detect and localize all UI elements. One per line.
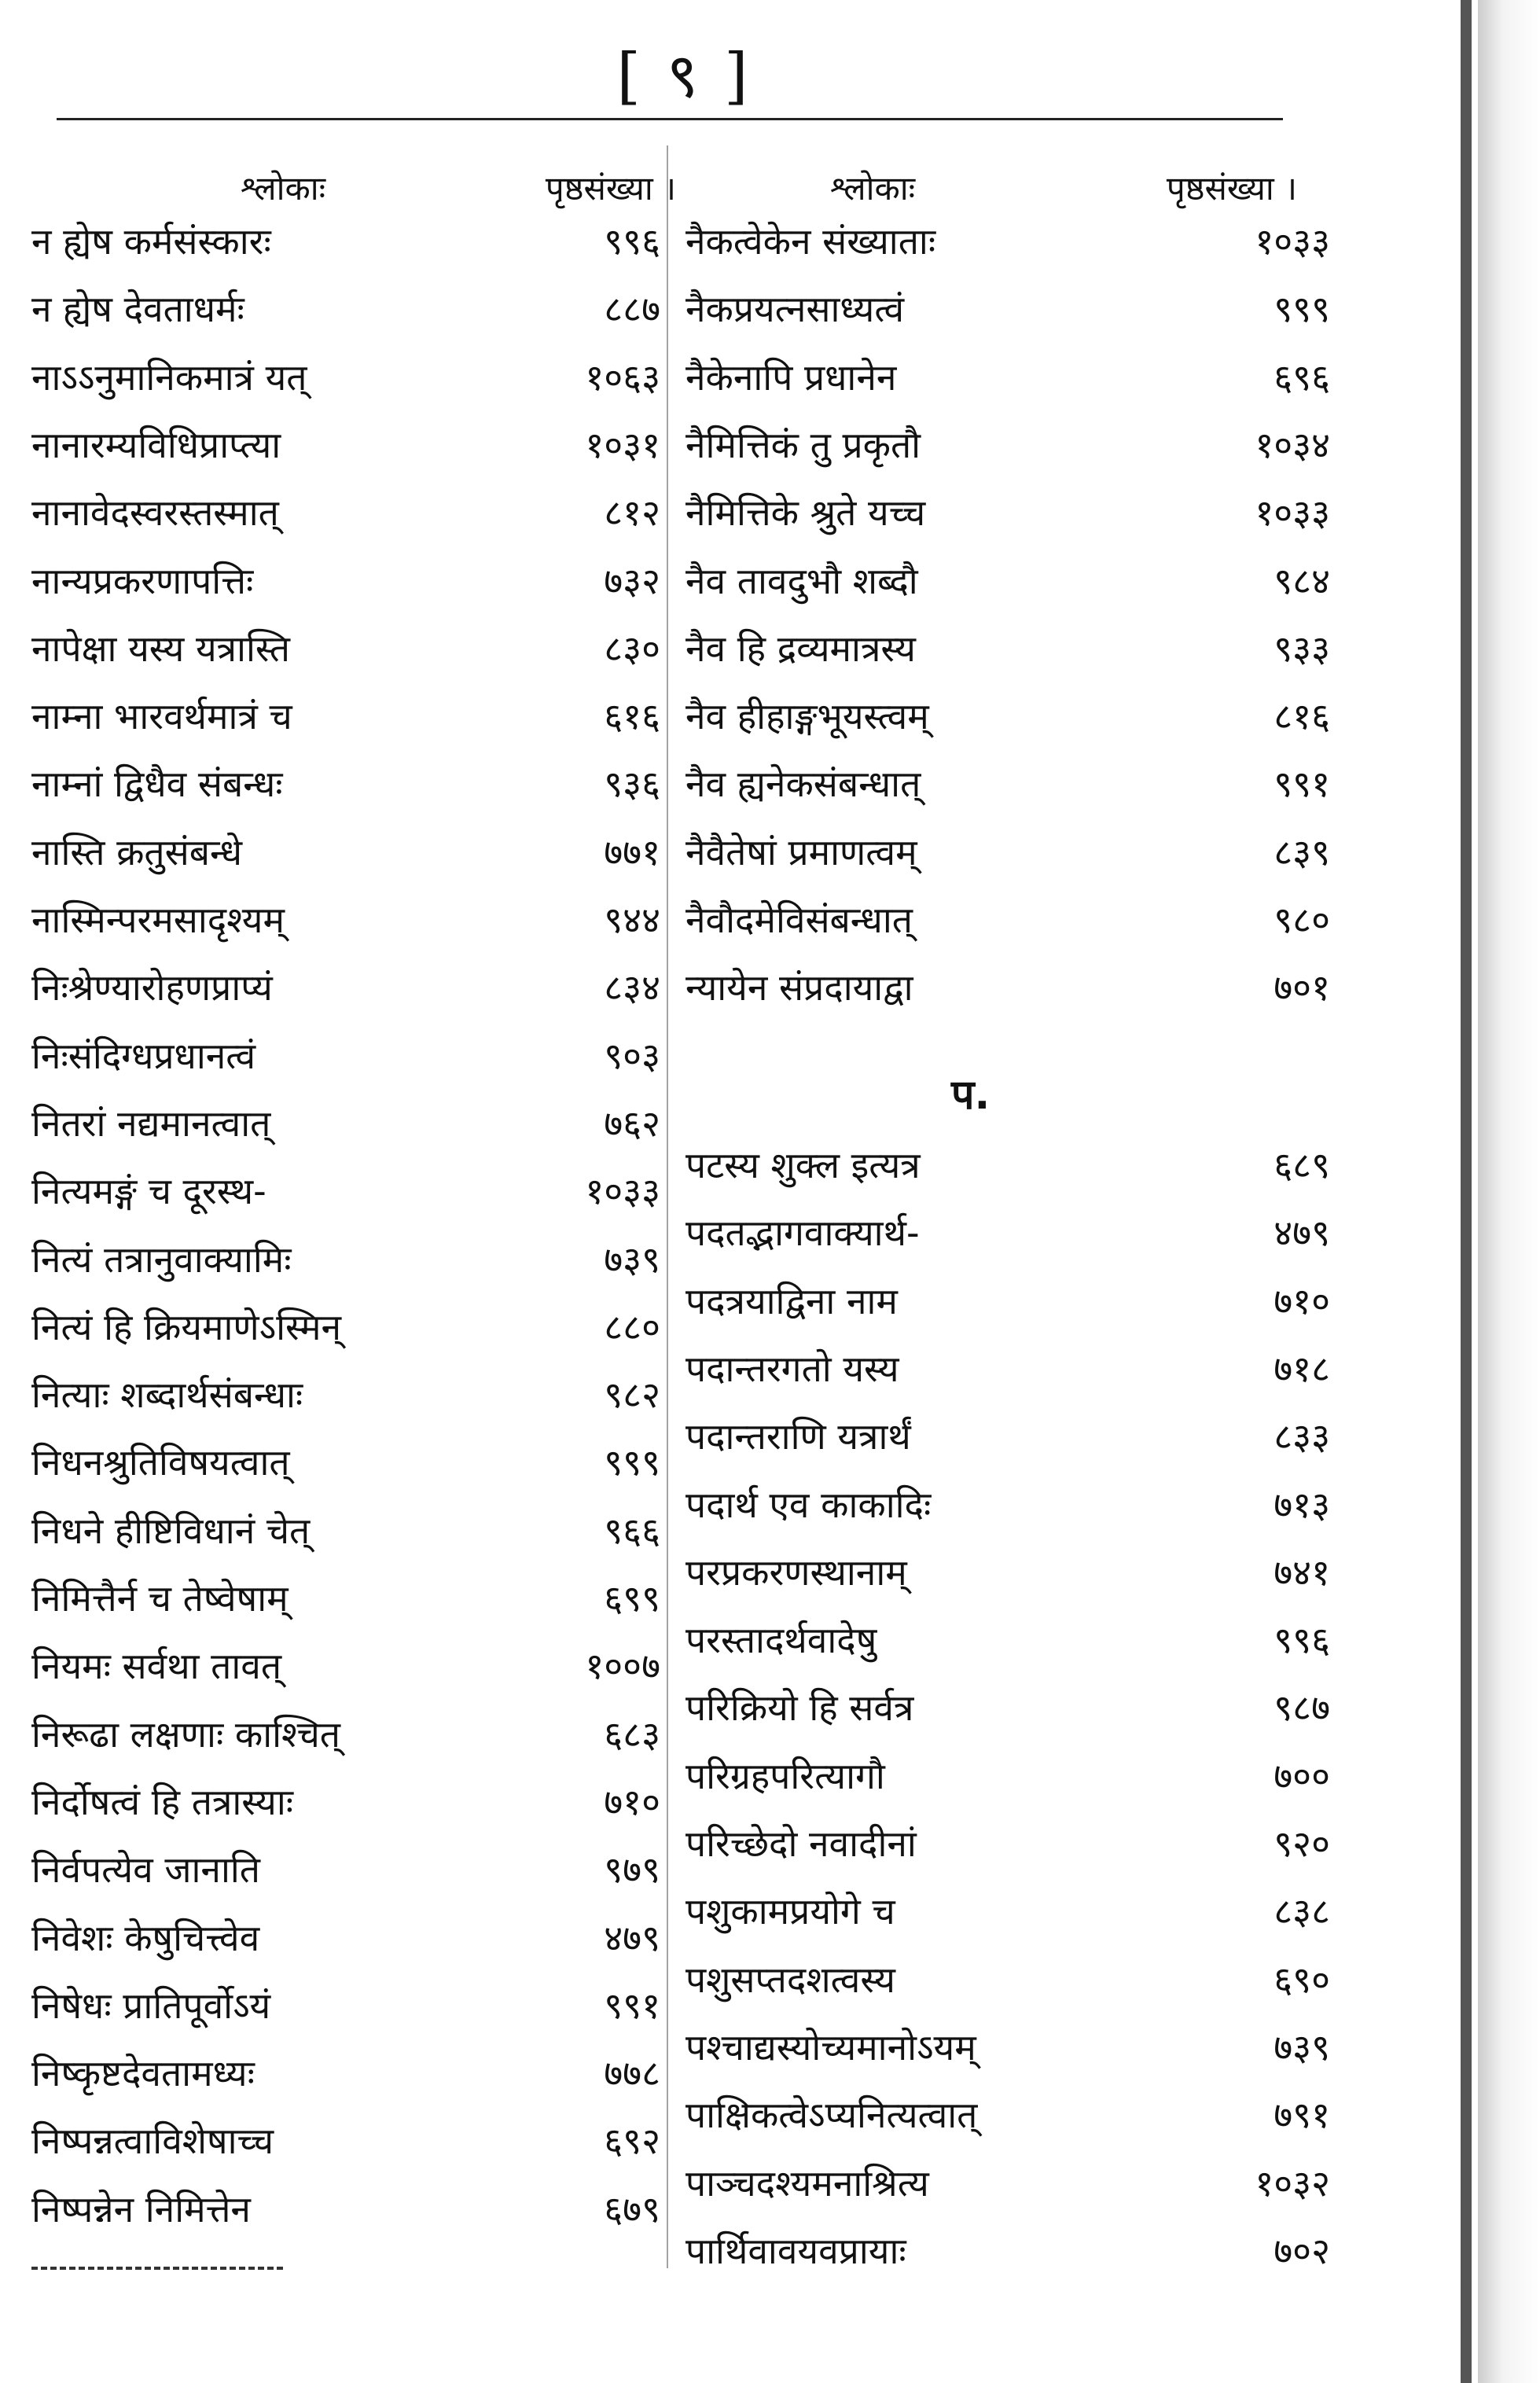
page-ref: १०३२ [1255, 2161, 1330, 2205]
index-row [685, 1200, 1330, 1266]
verse-text: निधनश्रुतिविषयत्वात् [31, 1441, 290, 1484]
page-ref: ९३३ [1274, 627, 1330, 670]
index-row [31, 548, 660, 614]
verse-text: निर्दोषत्वं हि तत्रास्याः [31, 1780, 294, 1823]
index-row [31, 1023, 660, 1089]
index-row [685, 954, 1330, 1020]
page-ref: ६९२ [604, 2120, 660, 2163]
index-row [685, 1743, 1330, 1809]
verse-text: नित्याः शब्दार्थसंबन्धाः [31, 1374, 303, 1417]
page-ref: ८३९ [1274, 830, 1330, 873]
index-row [31, 1429, 660, 1495]
verse-text: निष्कृष्टदेवतामध्यः [31, 2052, 255, 2095]
verse-text: परिच्छेदो नवादीनां [685, 1822, 917, 1865]
index-row [31, 208, 660, 274]
verse-text: परिग्रहपरित्यागौ [685, 1754, 885, 1797]
verse-text: निषेधः प्रातिपूर्वोऽयं [31, 1984, 271, 2027]
page-ref: १०६३ [585, 355, 660, 399]
verse-text: नास्ति क्रतुसंबन्धे [31, 830, 243, 873]
index-row [31, 276, 660, 342]
verse-text: पदार्थ एव काकादिः [685, 1483, 932, 1526]
page-ref: ७१० [1274, 1279, 1330, 1322]
page-ref: १०३३ [585, 1170, 660, 1213]
page-ref: ९८७ [1274, 1686, 1330, 1730]
verse-text: नैमित्तिके श्रुते यच्च [685, 491, 926, 535]
page-ref: ६१६ [604, 695, 660, 738]
page-ref: ६८९ [1274, 1144, 1330, 1186]
index-row [31, 1498, 660, 1564]
index-row [31, 344, 660, 410]
verse-text: नानारम्यविधिप्राप्त्या [31, 423, 281, 466]
verse-text: नित्यं हि क्रियमाणेऽस्मिन् [31, 1305, 341, 1348]
verse-text: नैव तावदुभौ शब्दौ [685, 559, 918, 602]
page-ref: ८८० [604, 1305, 660, 1348]
index-row [31, 1837, 660, 1903]
verse-text: नित्यं तत्रानुवाक्यामिः [31, 1237, 292, 1281]
verse-text: पाञ्चदश्यमनाश्रित्य [685, 2161, 929, 2205]
column-divider [667, 145, 668, 2268]
page-ref: ९९६ [604, 220, 660, 263]
page-ref: ७३९ [604, 1237, 660, 1281]
verse-text: नैवौदमेविसंबन्धात् [685, 899, 913, 941]
verse-text: नाम्नां द्विधैव संबन्धः [31, 763, 283, 806]
index-row [685, 819, 1330, 885]
index-row [685, 1539, 1330, 1605]
verse-text: नास्मिन्परमसादृश्यम् [31, 899, 285, 941]
index-row [685, 276, 1330, 342]
page-ref: ६९९ [604, 1577, 660, 1620]
page-ref: ७६२ [604, 1101, 660, 1145]
page-ref: १००७ [585, 1645, 660, 1688]
verse-text: नैव ह्यनेकसंबन्धात् [685, 763, 921, 806]
index-row [31, 1565, 660, 1631]
page-ref: १०३३ [1255, 491, 1330, 535]
page-ref: १०३३ [1255, 220, 1330, 263]
page-ref: ६९६ [1274, 355, 1330, 399]
verse-text: निधने हीष्टिविधानं चेत् [31, 1509, 311, 1552]
index-row [31, 2176, 660, 2242]
index-row [685, 548, 1330, 614]
index-row [685, 1811, 1330, 1877]
index-row [31, 616, 660, 682]
page-ref: ९८० [1274, 899, 1330, 941]
page-ref: ७३९ [1274, 2025, 1330, 2069]
page-ref: ९९१ [604, 1984, 660, 2027]
index-row [685, 2082, 1330, 2148]
index-row [685, 683, 1330, 749]
index-row [685, 1947, 1330, 2013]
verse-text: पदतद्भागवाक्यार्थ- [685, 1212, 920, 1255]
page-ref: ९९१ [1274, 763, 1330, 806]
index-row [31, 480, 660, 546]
page-ref: ९०३ [604, 1034, 660, 1077]
verse-text: परस्तादर्थवादेषु [685, 1619, 877, 1662]
index-row [685, 2014, 1330, 2080]
verse-text: न्यायेन संप्रदायाद्वा [685, 966, 913, 1009]
page-ref: ८३८ [1274, 1890, 1330, 1933]
verse-text: नैमित्तिकं तु प्रकृतौ [685, 423, 921, 466]
page-ref: ९३६ [604, 763, 660, 806]
verse-text: निमित्तैर्न च तेष्वेषाम् [31, 1577, 289, 1620]
index-row [685, 1132, 1330, 1198]
index-row [685, 616, 1330, 682]
index-row [685, 751, 1330, 817]
binding-edge [1478, 0, 1540, 2383]
verse-text: पाक्षिकत्वेऽप्यनित्यत्वात् [685, 2094, 978, 2137]
index-row [31, 1362, 660, 1428]
index-row [31, 2040, 660, 2106]
index-row [31, 1090, 660, 1157]
index-row [685, 344, 1330, 410]
right-header-verse: श्लोकाः [829, 169, 916, 208]
verse-text: नैवैतेषां प्रमाणत्वम् [685, 830, 917, 873]
index-row [685, 1675, 1330, 1741]
page-ref: ७०० [1274, 1754, 1330, 1797]
right-header-page: पृष्ठसंख्या । [1166, 169, 1297, 208]
left-header-page: पृष्ठसंख्या । [545, 169, 676, 208]
index-row [31, 1633, 660, 1699]
page-ref: ७९१ [1274, 2094, 1330, 2137]
page-ref: ७७८ [604, 2052, 660, 2095]
page-ref: ९९६ [1274, 1619, 1330, 1662]
page-ref: ६९० [1274, 1958, 1330, 2001]
verse-text: नितरां नद्यमानत्वात् [31, 1101, 271, 1145]
verse-text: निःसंदिग्धप्रधानत्वं [31, 1034, 256, 1077]
verse-text: पशुकामप्रयोगे च [685, 1890, 895, 1933]
verse-text: निर्वपत्येव जानाति [31, 1848, 260, 1892]
verse-text: निवेशः केषुचित्त्वेव [31, 1916, 260, 1959]
index-row [685, 208, 1330, 274]
verse-text: नियमः सर्वथा तावत् [31, 1645, 282, 1688]
verse-text: निरूढा लक्षणाः काश्चित् [31, 1712, 341, 1756]
verse-text: पटस्य शुक्ल इत्यत्र [685, 1144, 921, 1186]
section-letter: प. [951, 1072, 991, 1119]
page-ref: ९२० [1274, 1822, 1330, 1865]
page-ref: ९९९ [1274, 288, 1330, 331]
page-ref: ७०२ [1274, 2229, 1330, 2272]
verse-text: परप्रकरणस्थानाम् [685, 1550, 907, 1594]
verse-text: परिक्रियो हि सर्वत्र [685, 1686, 914, 1730]
page-ref: ९४४ [604, 899, 660, 941]
page-ref: ६८३ [604, 1712, 660, 1756]
verse-text: न ह्येष कर्मसंस्कारः [31, 220, 271, 263]
verse-text: नाम्ना भारवर्थमात्रं च [31, 695, 292, 738]
verse-text: पशुसप्तदशत्वस्य [685, 1958, 895, 2001]
page-ref: ७१३ [1274, 1483, 1330, 1526]
verse-text: पदत्रयाद्विना नाम [685, 1279, 898, 1322]
page-ref: १०३४ [1255, 423, 1330, 466]
verse-text: नित्यमङ्गं च दूरस्थ- [31, 1170, 266, 1213]
page-ref: ९८४ [1274, 559, 1330, 602]
verse-text: पार्थिवावयवप्रायाः [685, 2229, 906, 2272]
verse-text: नैकेनापि प्रधानेन [685, 355, 897, 399]
index-row [31, 683, 660, 749]
index-row [31, 1905, 660, 1971]
page-ref: ८१२ [604, 491, 660, 535]
index-row [685, 1472, 1330, 1538]
index-row [31, 1701, 660, 1767]
verse-text: पश्चाद्यस्योच्यमानोऽयम् [685, 2025, 976, 2069]
page-ref: ९६६ [604, 1509, 660, 1552]
index-row [31, 819, 660, 885]
top-rule [57, 118, 1283, 120]
index-row [685, 1268, 1330, 1334]
verse-text: निःश्रेण्यारोहणप्राप्यं [31, 966, 273, 1009]
index-row [685, 480, 1330, 546]
verse-text: पदान्तरगतो यस्य [685, 1347, 899, 1390]
page-ref: ७३२ [604, 559, 660, 602]
index-row [31, 2108, 660, 2174]
page-ref: ९७९ [604, 1848, 660, 1892]
verse-text: नैव हि द्रव्यमात्रस्य [685, 627, 916, 670]
index-row [31, 887, 660, 953]
left-header-verse: श्लोकाः [240, 169, 326, 208]
index-row [685, 1607, 1330, 1673]
page-ref: ४७९ [1274, 1212, 1330, 1255]
page-ref: ८८७ [604, 288, 660, 331]
index-row [31, 1294, 660, 1360]
index-row [31, 1158, 660, 1224]
verse-text: नैव हीहाङ्गभूयस्त्वम् [685, 695, 929, 738]
page-number: [ ९ ] [616, 41, 752, 112]
verse-text: नानावेदस्वरस्तस्मात् [31, 491, 279, 535]
page-ref: १०३१ [585, 423, 660, 466]
verse-text: नैकप्रयत्नसाध्यत्वं [685, 288, 905, 331]
page-ref: ८३३ [1274, 1415, 1330, 1458]
verse-text: नान्यप्रकरणापत्तिः [31, 559, 254, 602]
page-ref: ८३० [604, 627, 660, 670]
index-row [31, 954, 660, 1020]
verse-text: पदान्तराणि यत्रार्थं [685, 1415, 911, 1458]
page-ref: ६७९ [604, 2187, 660, 2230]
page-ref: ८१६ [1274, 695, 1330, 738]
verse-text: निष्पन्नत्वाविशेषाच्च [31, 2120, 274, 2163]
verse-text: नैकत्वेकेन संख्याताः [685, 220, 936, 263]
index-row [685, 1878, 1330, 1944]
index-row [31, 751, 660, 817]
page-ref: ७७१ [604, 830, 660, 873]
index-row [685, 1336, 1330, 1402]
index-row [685, 1403, 1330, 1469]
page-ref: ७४१ [1274, 1550, 1330, 1594]
index-row [31, 412, 660, 478]
page-ref: ९८२ [604, 1374, 660, 1417]
page-ref: ७१० [604, 1780, 660, 1823]
index-row [31, 1769, 660, 1835]
index-row [685, 412, 1330, 478]
page-ref: ९९९ [604, 1441, 660, 1484]
verse-text: नाऽऽनुमानिकमात्रं यत् [31, 355, 307, 399]
binding-line [1461, 0, 1472, 2383]
page-ref: ४७९ [604, 1916, 660, 1959]
verse-text: न ह्येष देवताधर्मः [31, 288, 244, 331]
page-ref: ८३४ [604, 966, 660, 1009]
index-row [685, 2218, 1330, 2284]
verse-text: निष्पन्नेन निमित्तेन [31, 2187, 251, 2230]
page-ref: ७१८ [1274, 1347, 1330, 1390]
index-row [31, 1226, 660, 1293]
bottom-dash [31, 2267, 283, 2270]
index-row [31, 1973, 660, 2039]
index-row [685, 887, 1330, 953]
index-row [685, 2150, 1330, 2216]
verse-text: नापेक्षा यस्य यत्रास्ति [31, 627, 290, 670]
page-ref: ७०१ [1274, 966, 1330, 1009]
